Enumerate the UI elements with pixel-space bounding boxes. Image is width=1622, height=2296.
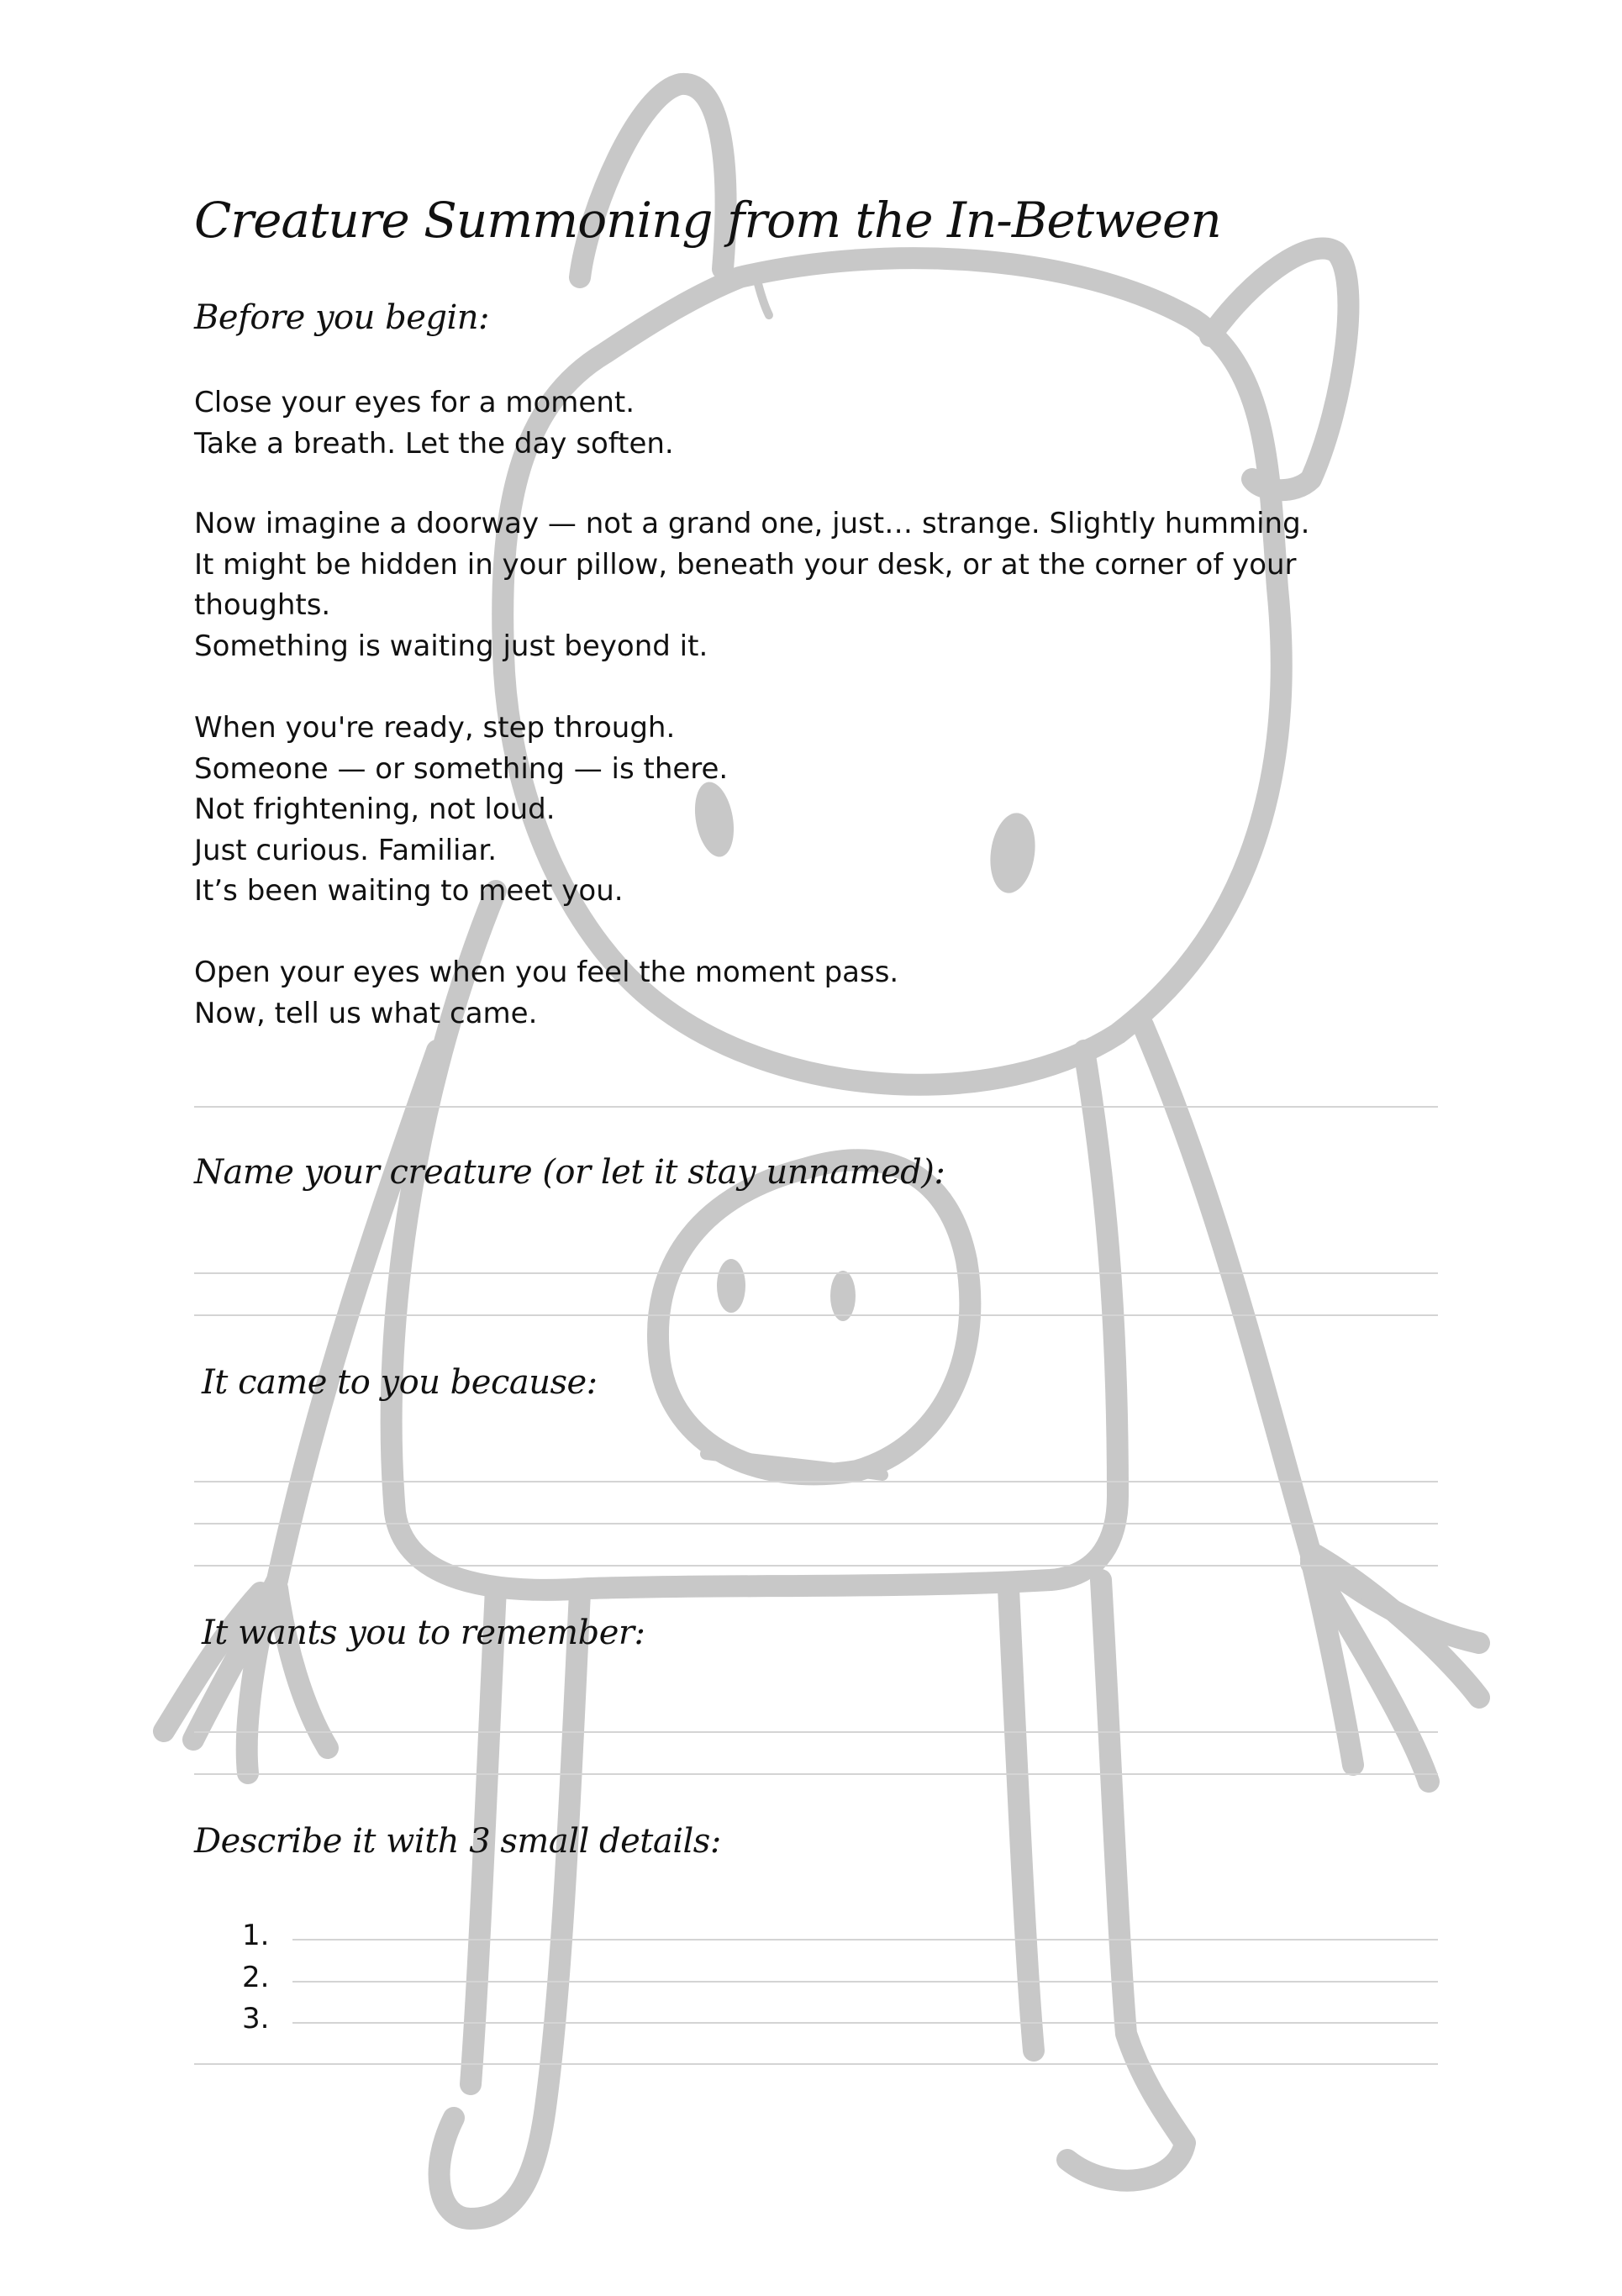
remember-answer-line[interactable] — [194, 1731, 1438, 1733]
text-line: Open your eyes when you feel the moment pass. — [194, 956, 899, 989]
name-answer-line[interactable] — [194, 1272, 1438, 1274]
text-line: Close your eyes for a moment. — [194, 386, 635, 419]
because-answer-line[interactable] — [194, 1523, 1438, 1525]
text-line: It might be hidden in your pillow, beneath your desk, or at the corner of your — [194, 547, 1297, 582]
text-line: It’s been waiting to meet you. — [194, 874, 624, 908]
text-line: Take a breath. Let the day soften. — [194, 426, 674, 461]
because-prompt: It came to you because: — [202, 1363, 598, 1402]
details-number-1: 1. — [242, 1919, 270, 1952]
section-divider — [194, 1106, 1438, 1108]
text-line: When you're ready, step through. — [194, 711, 676, 745]
remember-prompt: It wants you to remember: — [202, 1614, 645, 1652]
text-line: Just curious. Familiar. — [194, 833, 498, 867]
text-line: thoughts. — [194, 588, 331, 622]
because-answer-line[interactable] — [194, 1481, 1438, 1482]
text-line: Something is waiting just beyond it. — [194, 629, 708, 663]
detail-answer-line-3[interactable] — [292, 2022, 1438, 2024]
details-number-2: 2. — [242, 1961, 270, 1994]
text-line: Now, tell us what came. — [194, 996, 538, 1030]
detail-answer-line-2[interactable] — [292, 1981, 1438, 1983]
section-divider — [194, 2063, 1438, 2065]
because-answer-line[interactable] — [194, 1565, 1438, 1567]
details-prompt: Describe it with 3 small details: — [194, 1822, 721, 1861]
text-line: Now imagine a doorway — not a grand one, just… strange. Slightly humming. — [194, 507, 1310, 540]
name-prompt: Name your creature (or let it stay unnamed): — [194, 1153, 945, 1192]
remember-answer-line[interactable] — [194, 1773, 1438, 1775]
intro-paragraph-1 — [194, 382, 674, 464]
intro-paragraph-2 — [194, 503, 1310, 666]
name-answer-line[interactable] — [194, 1314, 1438, 1316]
page-title: Creature Summoning from the In-Between — [194, 192, 1221, 249]
intro-paragraph-3 — [194, 708, 728, 912]
intro-paragraph-4 — [194, 952, 898, 1034]
details-number-3: 3. — [242, 2002, 270, 2035]
text-line: Someone — or something — is there. — [194, 751, 729, 786]
intro-heading: Before you begin: — [194, 298, 490, 337]
text-line: Not frightening, not loud. — [194, 793, 556, 826]
detail-answer-line-1[interactable] — [292, 1939, 1438, 1941]
